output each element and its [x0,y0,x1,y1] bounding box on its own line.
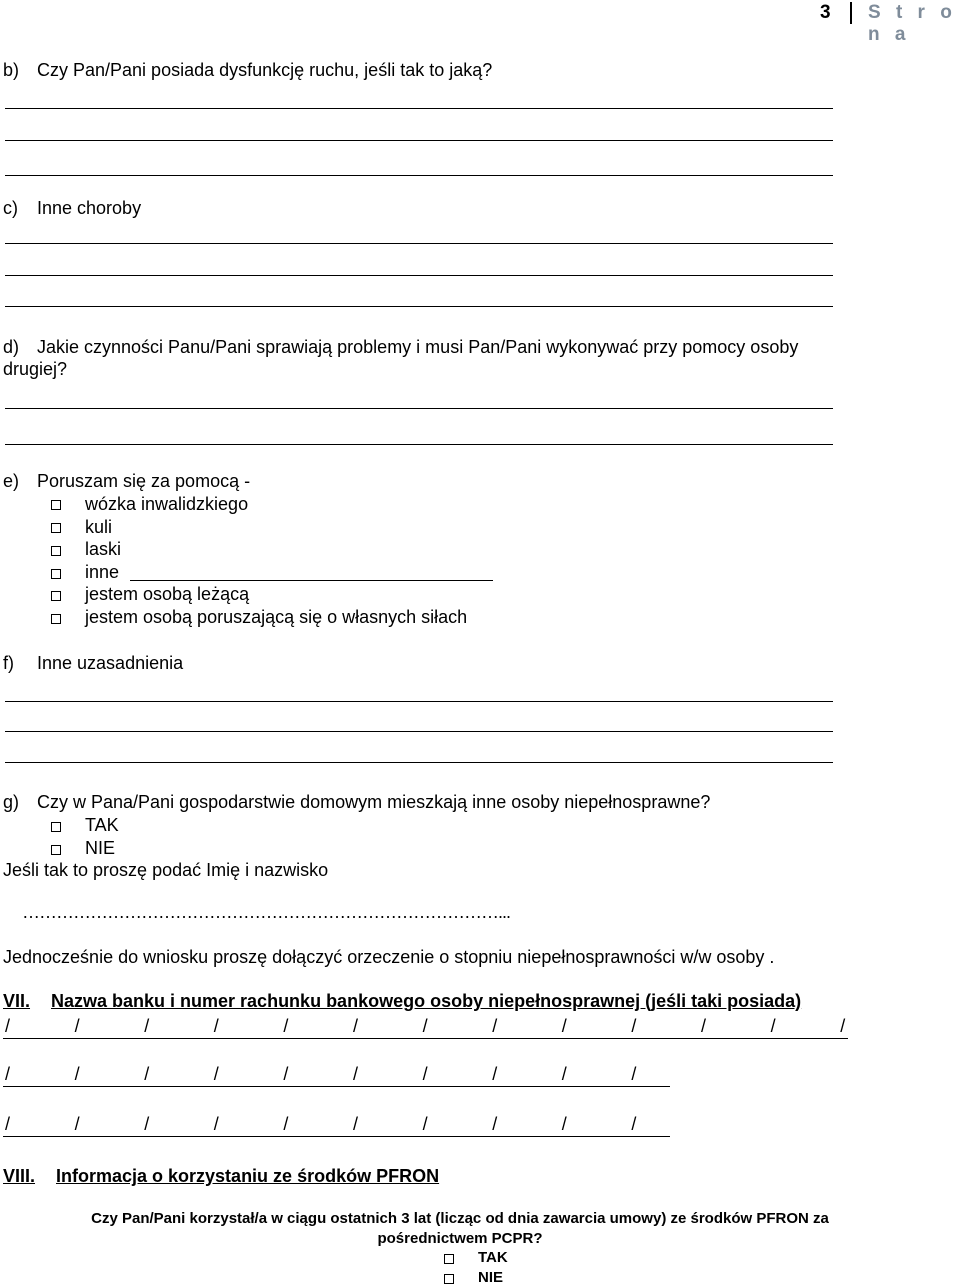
account-separator: / [213,1016,219,1036]
section-vii-title: Nazwa banku i numer rachunku bankowego osoby niepełnosprawnej (jeśli taki posiada) [51,991,802,1011]
account-separator: / [492,1016,498,1036]
section-c-label: c) [3,198,18,218]
option-yes: TAK [85,815,119,835]
account-separator: / [74,1016,80,1036]
section-c-question: Inne choroby [37,198,142,218]
account-separator: / [74,1064,80,1084]
answer-line[interactable] [5,243,833,244]
account-separator: / [213,1064,219,1084]
account-separator: / [144,1016,150,1036]
section-e-question: Poruszam się za pomocą - [37,471,251,491]
account-separator: / [283,1114,289,1134]
answer-line[interactable] [5,306,833,307]
account-separator: / [561,1016,567,1036]
checkbox-icon[interactable] [51,546,61,556]
account-separator: / [353,1114,359,1134]
option-cane: laski [85,539,122,559]
answer-line[interactable] [5,175,833,176]
account-separator: / [701,1016,707,1036]
section-g-label: g) [3,792,20,812]
account-separator: / [631,1114,637,1134]
section-b-question: Czy Pan/Pani posiada dysfunkcję ruchu, jeśli tak to jaką? [37,60,493,80]
name-dotted-line[interactable]: …………………………………………………………………………... [22,902,511,922]
attachment-note: Jednocześnie do wniosku proszę dołączyć orzeczenie o stopniu niepełnosprawności w/w osoby . [3,947,775,967]
section-e-label: e) [3,471,20,491]
checkbox-icon[interactable] [51,614,61,624]
account-separator: / [561,1064,567,1084]
page-number: 3 [820,2,831,23]
option-independent: jestem osobą poruszającą się o własnych siłach [85,607,468,627]
pfron-option-no: NIE [478,1269,504,1286]
section-viii-title: Informacja o korzystaniu ze środków PFRON [56,1166,440,1186]
checkbox-icon[interactable] [51,845,61,855]
checkbox-icon[interactable] [51,500,61,510]
answer-line[interactable] [5,408,833,409]
account-separator: / [492,1064,498,1084]
account-separator: / [631,1016,637,1036]
header-separator [850,2,852,24]
answer-line[interactable] [5,444,833,445]
account-separator: / [353,1016,359,1036]
account-separator: / [422,1016,428,1036]
page-word: S t r o n a [868,2,957,45]
account-separator: / [5,1064,11,1084]
account-separator: / [144,1064,150,1084]
account-separator: / [5,1114,11,1134]
checkbox-icon[interactable] [51,523,61,533]
answer-line[interactable] [5,108,833,109]
followup-text: Jeśli tak to proszę podać Imię i nazwisko [3,860,329,880]
answer-line[interactable] [5,701,833,702]
account-separator: / [74,1114,80,1134]
option-crutches: kuli [85,517,113,537]
other-input-line[interactable] [130,580,493,581]
account-number-line[interactable] [3,1086,670,1087]
section-f-question: Inne uzasadnienia [37,653,184,673]
account-number-line[interactable] [3,1136,670,1137]
section-g-question: Czy w Pana/Pani gospodarstwie domowym mieszkają inne osoby niepełnosprawne? [37,792,711,812]
option-other: inne [85,562,120,582]
answer-line[interactable] [5,275,833,276]
checkbox-icon[interactable] [444,1274,454,1284]
account-separator: / [422,1064,428,1084]
account-separator: / [144,1114,150,1134]
section-b-label: b) [3,60,20,80]
section-viii-number: VIII. [3,1166,36,1186]
section-vii-number: VII. [3,991,31,1011]
pfron-option-yes: TAK [478,1249,508,1266]
account-separator: / [422,1114,428,1134]
account-separator: / [5,1016,11,1036]
checkbox-icon[interactable] [51,822,61,832]
answer-line[interactable] [5,762,833,763]
account-separator: / [492,1114,498,1134]
section-d-label: d) [3,337,20,357]
answer-line[interactable] [5,140,833,141]
option-no: NIE [85,838,116,858]
section-d-question-cont: drugiej? [3,359,68,379]
section-f-label: f) [3,653,14,673]
pfron-question-line1: Czy Pan/Pani korzystał/a w ciągu ostatnich 3 lat (licząc od dnia zawarcia umowy) ze środków PFRON za [91,1210,829,1227]
account-separator: / [840,1016,846,1036]
checkbox-icon[interactable] [51,569,61,579]
account-separator: / [770,1016,776,1036]
account-separator: / [561,1114,567,1134]
pfron-question-line2: pośrednictwem PCPR? [377,1230,543,1247]
account-number-line[interactable] [3,1038,848,1039]
account-separator: / [283,1016,289,1036]
account-separator: / [213,1114,219,1134]
section-d-question: Jakie czynności Panu/Pani sprawiają problemy i musi Pan/Pani wykonywać przy pomocy osoby [37,337,799,357]
answer-line[interactable] [5,731,833,732]
account-separator: / [353,1064,359,1084]
checkbox-icon[interactable] [51,591,61,601]
option-wheelchair: wózka inwalidzkiego [85,494,249,514]
option-bedridden: jestem osobą leżącą [85,584,250,604]
account-separator: / [283,1064,289,1084]
account-separator: / [631,1064,637,1084]
checkbox-icon[interactable] [444,1254,454,1264]
